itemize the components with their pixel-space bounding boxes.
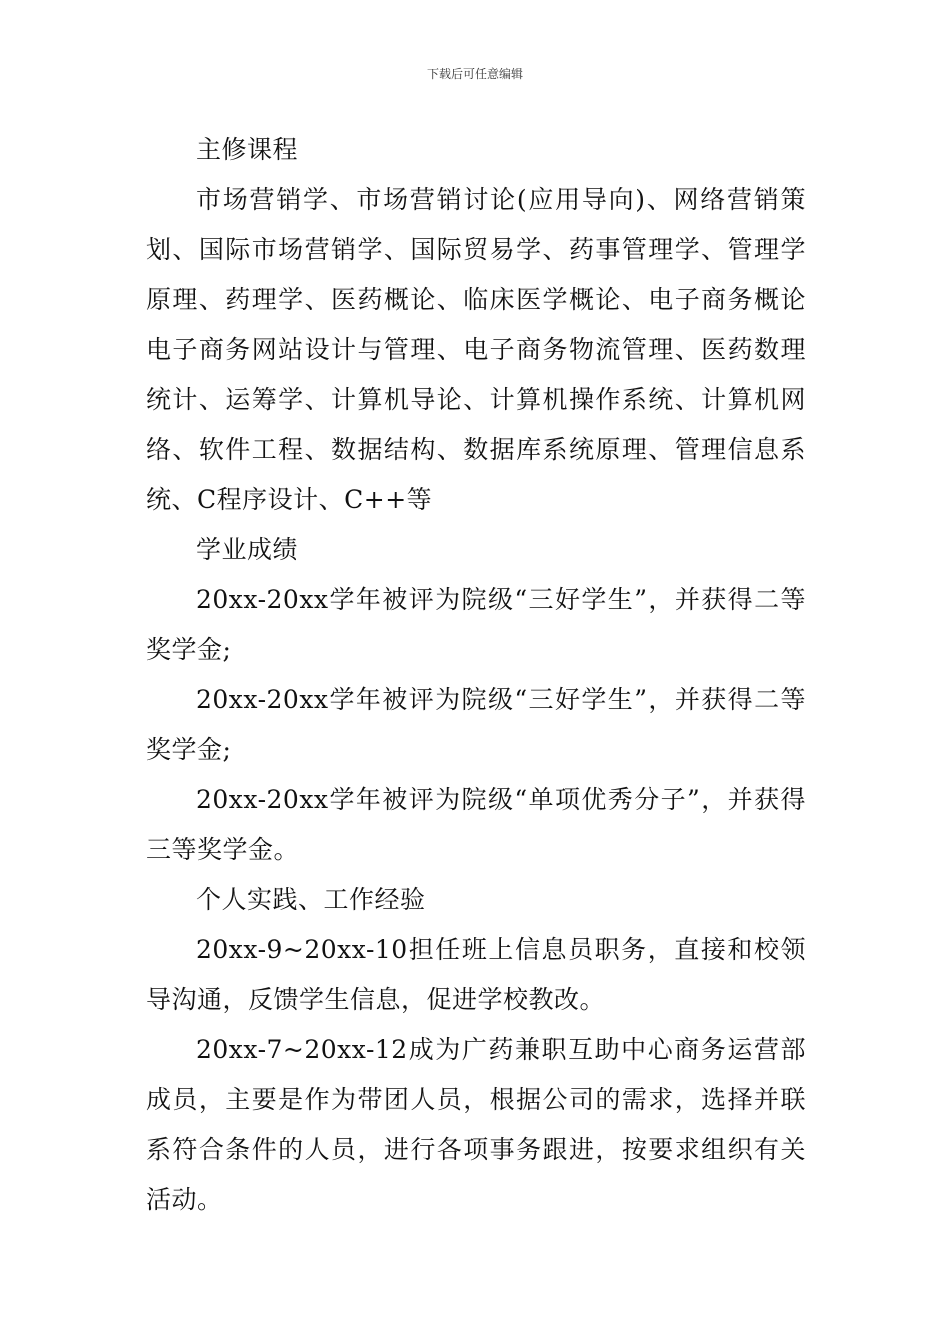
grades-paragraph-1: 20xx-20xx学年被评为院级“三好学生”，并获得二等奖学金;: [146, 585, 806, 664]
experience-paragraph-1: 20xx-9~20xx-10担任班上信息员职务，直接和校领导沟通，反馈学生信息，促进学校教改。: [146, 935, 806, 1014]
document-body: [146, 125, 806, 1225]
section-heading-grades: 学业成绩: [196, 535, 299, 564]
page-header-note: 下载后可任意编辑: [426, 67, 523, 81]
grades-paragraph-2: 20xx-20xx学年被评为院级“三好学生”，并获得二等奖学金;: [146, 685, 806, 764]
section-heading-courses: 主修课程: [196, 135, 299, 164]
experience-paragraph-2: 20xx-7~20xx-12成为广药兼职互助中心商务运营部成员，主要是作为带团人员，根据公司的需求，选择并联系符合条件的人员，进行各项事务跟进，按要求组织有关活动。: [146, 1035, 806, 1214]
grades-paragraph-3: 20xx-20xx学年被评为院级“单项优秀分子”，并获得三等奖学金。: [146, 785, 806, 864]
section-heading-experience: 个人实践、工作经验: [196, 885, 426, 914]
courses-paragraph: 市场营销学、市场营销讨论(应用导向)、网络营销策划、国际市场营销学、国际贸易学、药事管理学、管理学原理、药理学、医药概论、临床医学概论、电子商务概论电子商务网站设计与管理、电子商务物流管理、医药数理统计、运筹学、计算机导论、计算机操作系统、计算机网络、软件工程、数据结构、数据库系统原理、管理信息系统、C程序设计、C++等: [146, 185, 806, 514]
